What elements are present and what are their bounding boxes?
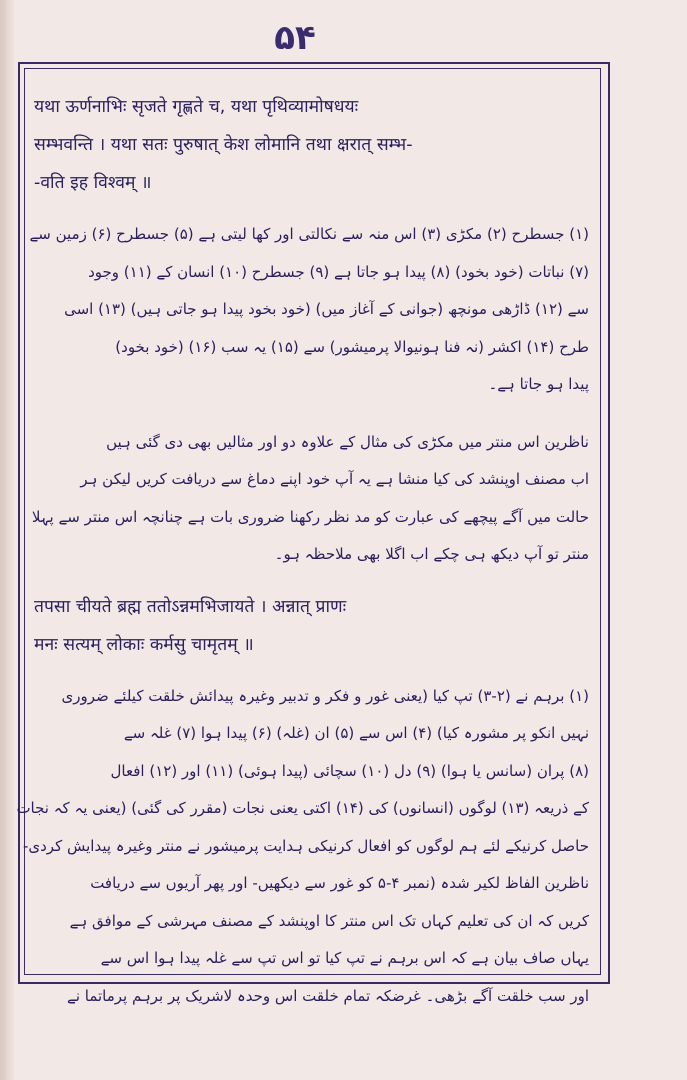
- text-line: یہاں صاف بیان ہے کہ اس برہم نے تپ کیا تو اس تپ سے غلہ پیدا ہوا اس سے: [100, 949, 589, 967]
- page-content: [16, 88, 589, 1005]
- page-number: ۵۴: [274, 18, 316, 58]
- text-line: ناظرین الفاظ لکیر شدہ (نمبر ۴-۵ کو غور سے دیکھیں- اور پھر آریوں سے دریافت: [90, 874, 589, 892]
- text-line: پیدا ہو جاتا ہے۔: [488, 375, 589, 393]
- text-line: (۷) نباتات (خود بخود) (۸) پیدا ہو جاتا ہے (۹) جسطرح (۱۰) انسان کے (۱۱) وجود: [88, 262, 589, 281]
- text-line: طرح (۱۴) اکشر (نہ فنا ہونیوالا پرمیشور) سے (۱۵) یہ سب (۱۶) (خود بخود): [115, 337, 589, 356]
- text-line: حالت میں آگے پیچھے کی عبارت کو مد نظر رکھنا ضروری بات ہے چنانچہ اس منتر سے پہلا: [31, 507, 589, 526]
- urdu-commentary-2: [34, 865, 589, 1015]
- urdu-translation-2: [16, 678, 589, 866]
- sanskrit-verse-1: [34, 88, 589, 202]
- verse-line: यथा ऊर्णनाभिः सृजते गृह्णते च, यथा पृथिव्यामोषधयः: [34, 97, 359, 117]
- text-line: (۸) پران (سانس یا ہوا) (۹) دل (۱۰) سچائی (پیدا ہوئی) (۱۱) اور (۱۲) افعال: [110, 761, 589, 780]
- text-line: اب مصنف اوپنشد کی کیا منشا ہے یہ آپ خود اپنے دماغ سے دریافت کریں لیکن ہر: [80, 470, 589, 488]
- text-line: کریں کہ ان کی تعلیم کہاں تک اس منتر کا اوپنشد کے مصنف مہرشی کے موافق ہے: [69, 911, 589, 930]
- verse-line: सम्भवन्ति । यथा सतः पुरुषात् केश लोमानि तथा क्षरात् सम्भ-: [34, 135, 413, 155]
- verse-line: मनः सत्यम् लोकाः कर्मसु चामृतम् ॥: [34, 634, 254, 655]
- text-line: ناظرین اس منتر میں مکڑی کی مثال کے علاوہ دو اور مثالیں بھی دی گئی ہیں: [106, 432, 589, 451]
- page-edge-strip: [0, 0, 14, 1080]
- verse-line: -वति इह विश्वम् ॥: [34, 173, 152, 193]
- text-line: حاصل کرنیکے لئے ہم لوگوں کو افعال کرنیکی ہدایت پرمیشور نے منتر وغیرہ پیدایش کردی-: [22, 836, 589, 855]
- text-line: (۱) جسطرح (۲) مکڑی (۳) اس منہ سے نکالتی اور کھا لیتی ہے (۵) جسطرح (۶) زمین سے: [29, 225, 589, 243]
- urdu-commentary-1: [31, 424, 589, 574]
- sanskrit-verse-2: [34, 588, 589, 664]
- text-line: کے ذریعہ (۱۳) لوگوں (انسانوں) کی (۱۴) اکتی یعنی نجات (مقرر کی گئی) (یعنی یہ کہ نجات: [16, 799, 589, 817]
- urdu-translation-1: [29, 216, 589, 404]
- text-line: (۱) برہم نے (۲-۳) تپ کیا (یعنی غور و فکر و تدبیر وغیرہ پیدائش خلقت کیلئے ضروری: [61, 686, 589, 705]
- text-line: سے (۱۲) ڈاڑھی مونچھ (جوانی کے آغاز میں) (خود بخود پیدا ہو جاتی ہیں) (۱۳) اسی: [64, 300, 589, 318]
- text-line: اور سب خلقت آگے بڑھی۔ غرضکہ تمام خلقت اس وحدہ لاشریک پر برہم پرماتما نے: [67, 986, 589, 1005]
- text-line: منتر تو آپ دیکھ ہی چکے اب اگلا بھی ملاحظہ ہو۔: [274, 545, 589, 563]
- verse-line: तपसा चीयते ब्रह्म ततोऽन्नमभिजायते । अन्नात् प्राणः: [34, 596, 347, 617]
- text-line: نہیں انکو پر مشورہ کیا) (۴) اس سے (۵) ان (غلہ) (۶) پیدا ہوا (۷) غلہ سے: [123, 724, 589, 742]
